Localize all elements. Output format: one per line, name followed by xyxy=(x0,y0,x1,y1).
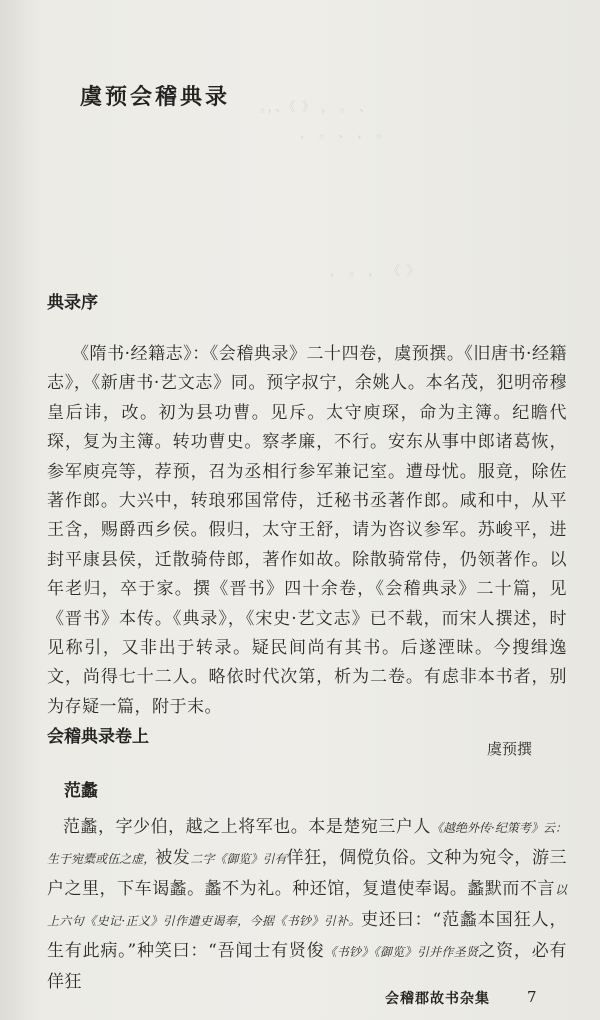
entry-text: 之资，必有佯狂 xyxy=(47,941,567,992)
preface-paragraph: 《隋书·经籍志》：《会稽典录》二十四卷，虞预撰。《旧唐书·经籍志》，《新唐书·艺文志》同。预字叔宁，余姚人。本名茂，犯明帝穆皇后讳，改。初为县功曹。见斥。太守庾琛，命为主簿。纪瞻代琛，复为主簿。转功曹史。察孝廉，不行。安东从事中郎诸葛恢，参军庾亮等，荐预，召为丞相行参军兼记室。遭母忧。服竟，除佐著作郎。大兴中，转琅邪国常侍，迁秘书丞著作郎。咸和中，从平王含，赐爵西乡侯。假归，太守王舒，请为咨议参军。苏峻平，进封平康县侯，迁散骑侍郎，著作如故。除散骑常侍，仍领著作。以年老归，卒于家。撰《晋书》四十余卷，《会稽典录》二十篇，见《晋书》本传。《典录》，《宋史·艺文志》已不载，而宋人撰述，时见称引，又非出于转录。疑民间尚有其书。后遂湮昧。今搜缉逸文，尚得七十二人。略依时代次第，析为二卷。有虑非本书者，别为存疑一篇，附于末。 xyxy=(47,344,567,717)
bleed-through: ， 。 ， 《 》 xyxy=(330,264,421,279)
preface-heading: 典录序 xyxy=(47,293,98,313)
entry-text: 佯狂，倜傥负俗。文种为宛令，游三户之里，下车谒蠡。蠡不为礼。种还馆，复遣使奉谒。蠡默而不言 xyxy=(47,848,567,899)
page-number: 7 xyxy=(527,988,537,1006)
entry-text: 范蠡，字少伯，越之上将军也。本是楚宛三户人 xyxy=(63,817,431,837)
entry-name-heading: 范蠡 xyxy=(64,781,98,801)
entry-note: 《书钞》《御览》引并作圣贤 xyxy=(324,945,479,959)
entry-note: 二字《御览》引有 xyxy=(190,852,287,866)
entry-paragraph xyxy=(47,812,567,997)
entry-note: 以上六句《史记·正义》引作遣吏谒奉，今据《书钞》引补。 xyxy=(47,883,567,928)
running-footer-book-title: 会稽郡故书杂集 xyxy=(385,991,490,1007)
page-title: 虞预会稽典录 xyxy=(80,84,231,110)
entry-note: 《越绝外传·纪策考》云：生于宛橐或伍之虚， xyxy=(47,821,567,866)
entry-text: 吏还曰：“范蠡本国狂人，生有此病。”种笑曰：“吾闻士有贤俊 xyxy=(47,910,567,961)
bleed-through: ， 。 、 ， 。 xyxy=(300,126,391,141)
volume-heading: 会稽典录卷上 xyxy=(47,727,149,747)
author-credit: 虞预撰 xyxy=(486,740,532,758)
bleed-through: 。，、《 》 ， 。 、 xyxy=(260,100,374,115)
entry-text: 被发 xyxy=(155,848,191,868)
